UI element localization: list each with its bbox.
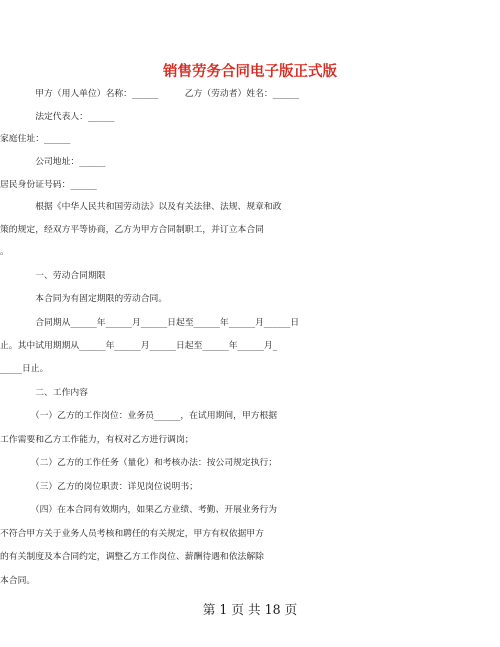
- page-footer: 第 1 页 共 18 页: [202, 602, 298, 617]
- company-address-line: 公司地址：______: [0, 157, 106, 167]
- paragraph-line: 工作需要和乙方工作能力，有权对乙方进行调岗；: [0, 435, 194, 445]
- paragraph-line: （三）乙方的岗位职责：详见岗位说明书；: [0, 482, 198, 492]
- party-a-name-line: 甲方（用人单位）名称：______ 乙方（劳动者）姓名：______: [0, 89, 300, 99]
- paragraph-line: 止。其中试用期期从______年______月______日起至______年______月_: [0, 341, 278, 351]
- paragraph-line: 的有关制度及本合同约定，调整乙方工作岗位、薪酬待遇和依法解除: [0, 552, 264, 562]
- id-number-line: 居民身份证号码：______: [0, 180, 97, 190]
- paragraph-line: 根据《中华人民共和国劳动法》以及有关法律、法规、规章和政: [0, 202, 282, 212]
- paragraph-line: （二）乙方的工作任务（量化）和考核办法：按公司规定执行；: [0, 458, 278, 468]
- paragraph-line: 策的规定，经双方平等协商，乙方为甲方合同制职工，并订立本合同: [0, 225, 264, 235]
- document-title: 销售劳务合同电子版正式版: [163, 63, 337, 80]
- legal-rep-line: 法定代表人：______: [0, 112, 115, 122]
- paragraph-line: （一）乙方的工作岗位：业务员______，在试用期间，甲方根据: [0, 411, 278, 421]
- section-heading: 一、劳动合同期限: [0, 271, 106, 281]
- paragraph-line: _____日止。: [0, 364, 49, 374]
- paragraph-line: 本合同为有固定期限的劳动合同。: [0, 294, 168, 304]
- paragraph-line: 合同期从______年______月______日起至______年______月______日: [0, 318, 300, 328]
- paragraph-line: （四）在本合同有效期内，如果乙方业绩、考勤、开展业务行为: [0, 505, 278, 515]
- paragraph-line: 不符合甲方关于业务人员考核和聘任的有关规定，甲方有权依据甲方: [0, 529, 264, 539]
- home-address-line: 家庭住址：______: [0, 134, 71, 144]
- paragraph-line: 本合同。: [0, 576, 36, 586]
- section-heading: 二、工作内容: [0, 388, 88, 398]
- paragraph-line: 。: [0, 247, 9, 257]
